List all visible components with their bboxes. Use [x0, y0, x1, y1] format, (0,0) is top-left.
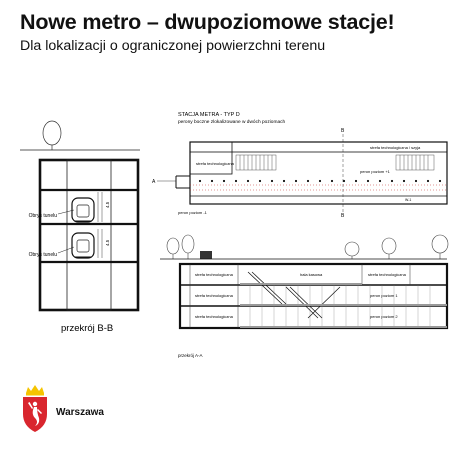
tunnel-label-lower: Obrys tunelu — [28, 252, 57, 258]
column-row — [199, 180, 441, 182]
aa-platform-2: peron poziom 2 — [370, 314, 398, 319]
plan-title: STACJA METRA - TYP D — [178, 112, 240, 118]
plan-zone-top: strefa technologiczna / szyja — [370, 145, 421, 150]
section-aa — [160, 235, 448, 358]
tunnel-label-upper: Obrys tunelu — [28, 213, 57, 219]
escalators — [248, 272, 340, 318]
station-plan — [152, 112, 447, 219]
aa-zone-left-top: strefa technologiczna — [195, 272, 233, 277]
entrance-pavilion — [200, 251, 212, 259]
aa-platform-1: peron poziom 1 — [370, 293, 398, 298]
section-aa-caption: przekrój A-A — [178, 353, 203, 358]
tree-icon — [43, 121, 61, 150]
brand-name: Warszawa — [56, 407, 104, 418]
plan-zone-left: strefa technologiczna — [196, 161, 234, 166]
section-bb — [20, 121, 140, 334]
section-bb-caption: przekrój B-B — [61, 323, 114, 334]
warsaw-crest-icon — [20, 384, 50, 434]
tunnel-outline-upper — [72, 198, 94, 222]
dim-label-upper: 4.5 — [105, 201, 110, 208]
plan-dim-right: W-1 — [405, 198, 412, 202]
station-box — [40, 160, 138, 310]
dim-label-lower: 4.5 — [105, 239, 110, 246]
brand-mark — [20, 384, 150, 434]
plan-description: perony boczne zlokalizowane w dwóch poziomach — [178, 120, 286, 125]
plan-platform-upper: peron poziom +1 — [360, 169, 390, 174]
tunnel-outline-lower — [72, 233, 94, 258]
plan-platform-lower: peron poziom -1 — [178, 210, 207, 215]
section-marker-bottom: B — [341, 213, 345, 219]
aa-zone-left-mid: strefa technologiczna — [195, 293, 233, 298]
section-marker-left: A — [152, 179, 156, 185]
aa-zone-left-bottom: strefa technologiczna — [195, 314, 233, 319]
section-marker-top: B — [341, 128, 345, 134]
aa-zone-right-top: strefa technologiczna — [368, 272, 406, 277]
page-subtitle: Dla lokalizacji o ograniczonej powierzchni terenu — [20, 38, 326, 54]
aa-hall-label: hala kasowa — [300, 272, 323, 277]
page-title: Nowe metro – dwupoziomowe stacje! — [20, 10, 395, 34]
